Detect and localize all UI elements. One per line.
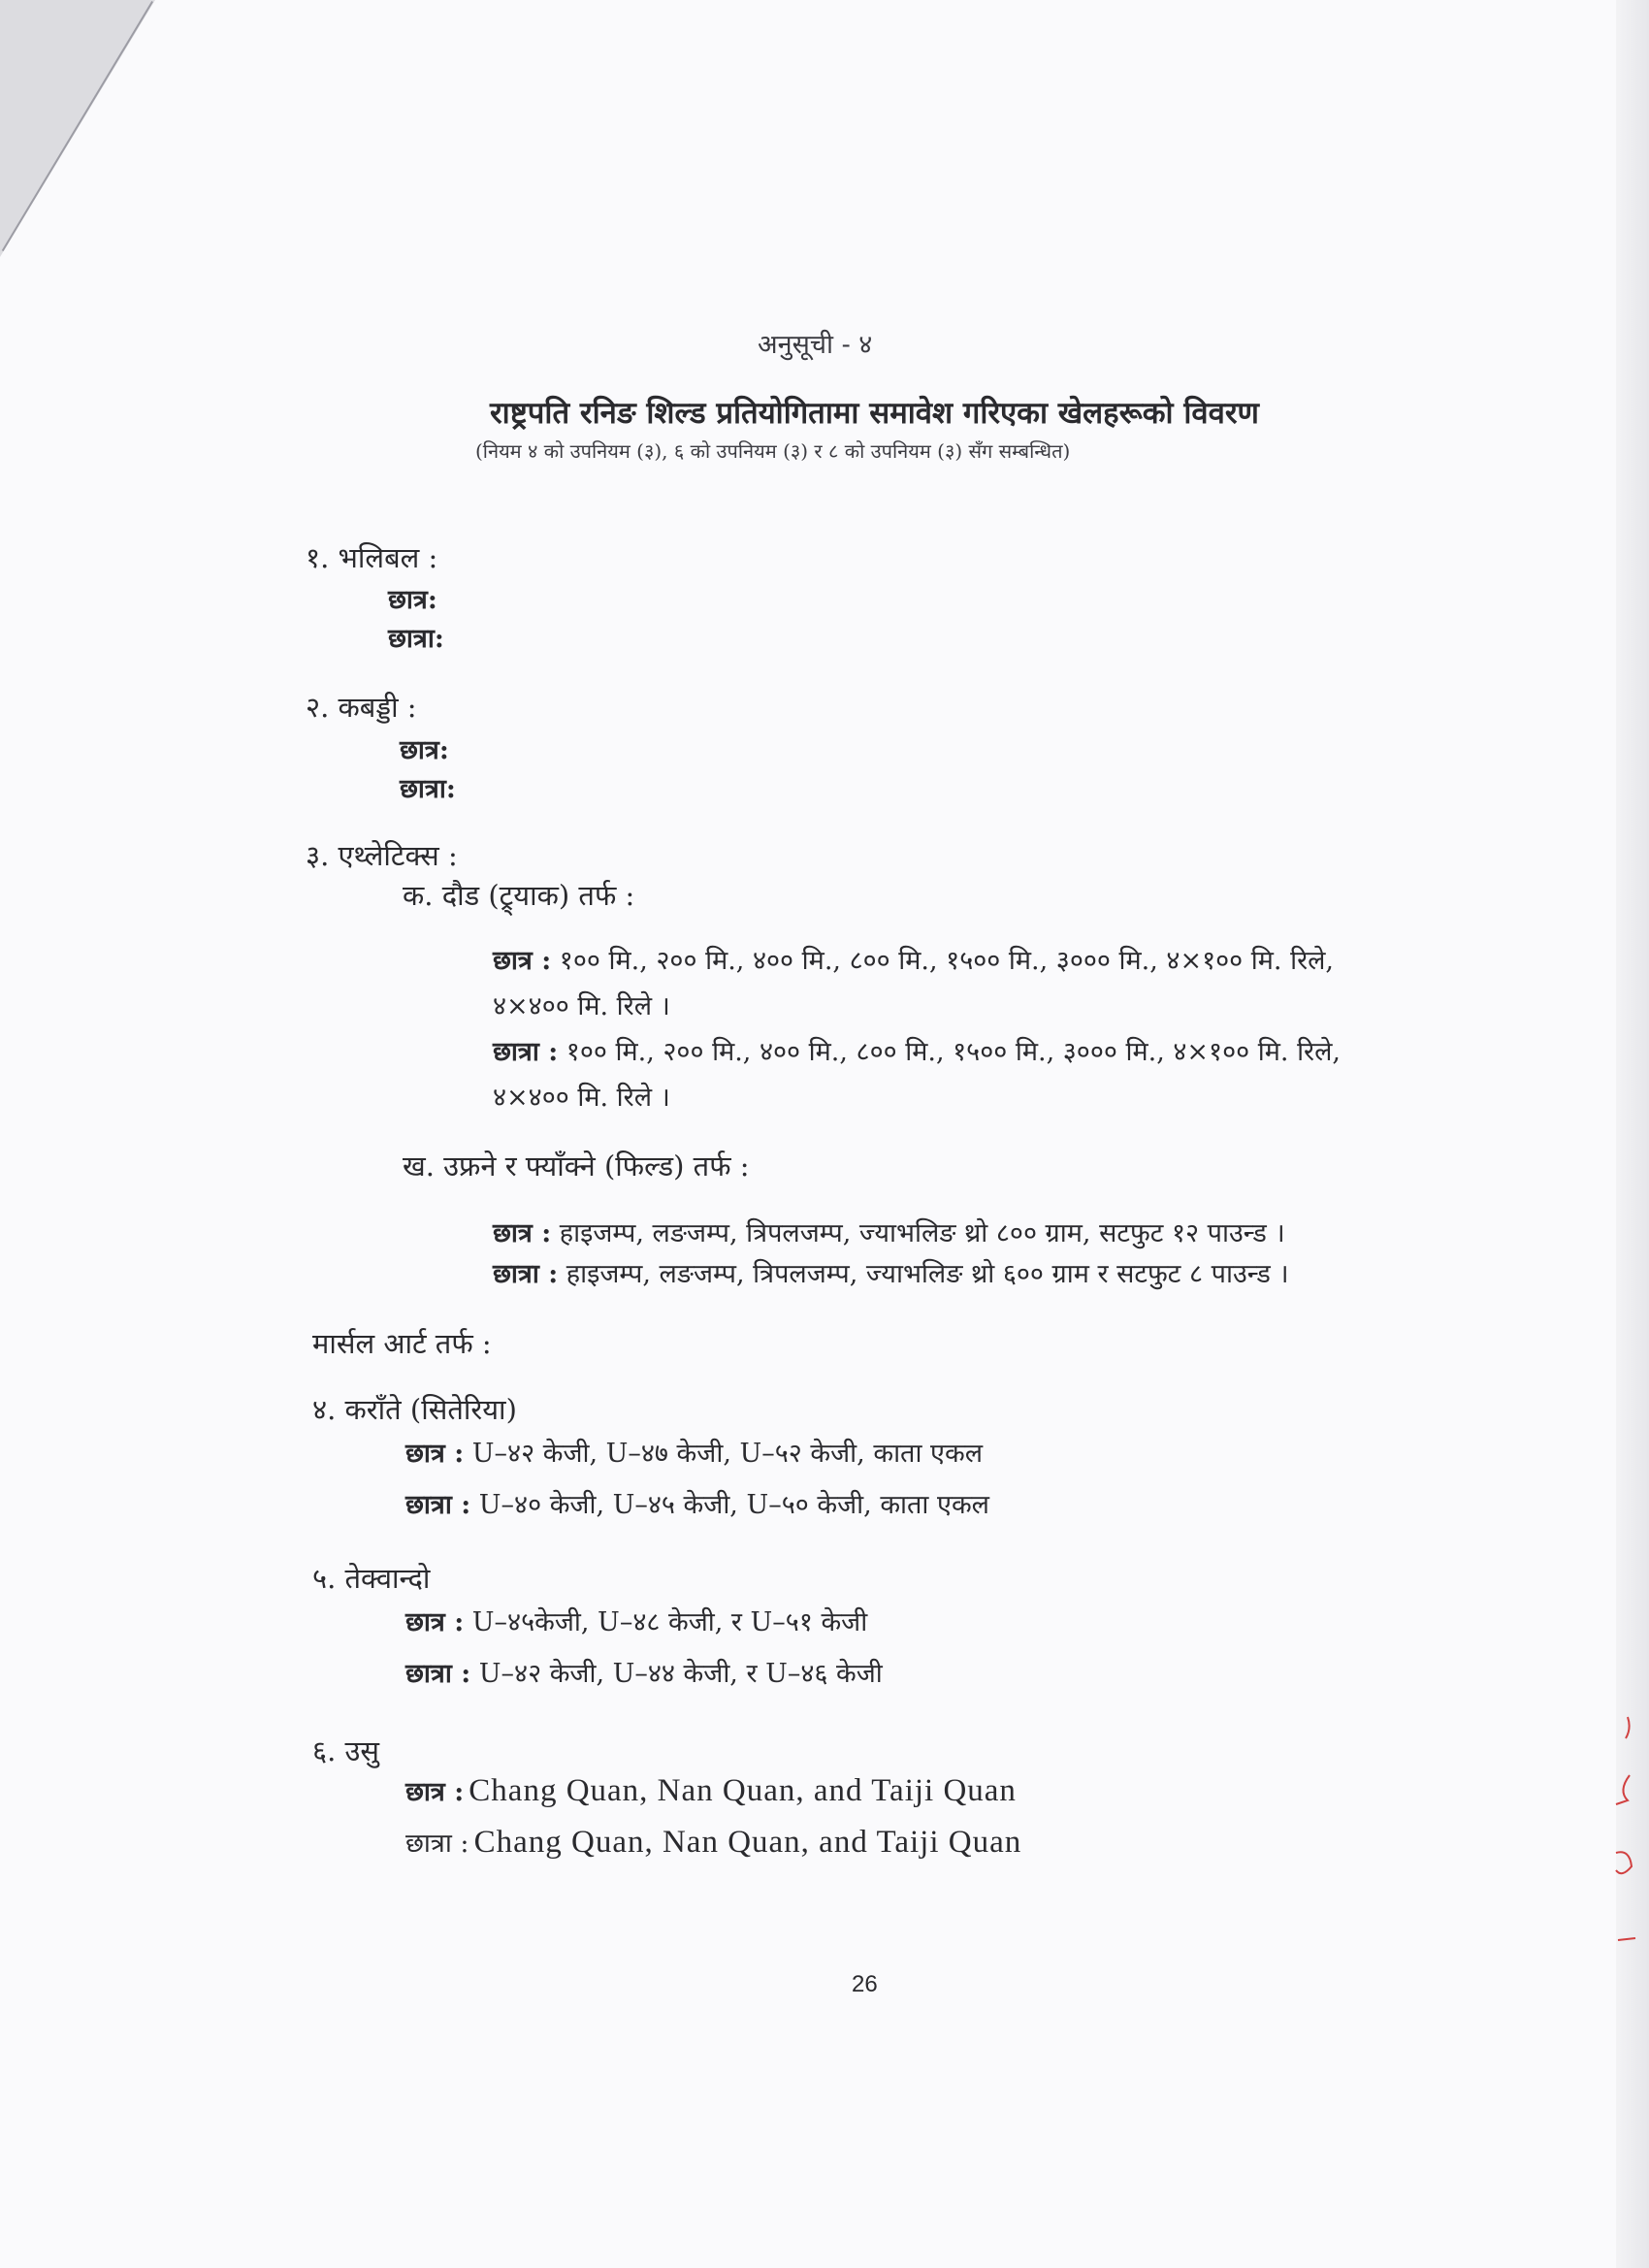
section-wushu-title: ६. उसु	[312, 1734, 380, 1767]
taekwondo-boys-label: छात्र :	[405, 1607, 465, 1637]
taekwondo-boys-events: U–४५केजी, U–४८ केजी, र U–५१ केजी	[471, 1607, 868, 1637]
athletics-track-title: क. दौड (ट्र्याक) तर्फ :	[403, 879, 635, 912]
karate-boys-line	[405, 1439, 983, 1470]
field-boys-line	[493, 1218, 1285, 1249]
taekwondo-boys-line	[405, 1607, 867, 1638]
karate-girls-events: U–४० केजी, U–४५ केजी, U–५० केजी, काता एकल	[478, 1490, 989, 1520]
field-boys-label: छात्र :	[493, 1218, 552, 1248]
wushu-girls-line	[405, 1824, 1021, 1863]
red-margin-marks	[1610, 1707, 1639, 1960]
section-kabaddi-title: २. कबड्डी :	[306, 691, 417, 724]
martial-arts-heading: मार्सल आर्ट तर्फ :	[312, 1327, 492, 1360]
track-boys-label: छात्र :	[493, 946, 552, 976]
taekwondo-girls-label: छात्रा :	[405, 1659, 471, 1689]
page-number: 26	[852, 1971, 878, 1997]
red-mark-2	[1616, 1775, 1630, 1804]
field-girls-events: हाइजम्प, लङजम्प, त्रिपलजम्प, ज्याभलिङ थ्रो ६०० ग्राम र सटफुट ८ पाउन्ड ।	[566, 1259, 1289, 1289]
section-taekwondo-title: ५. तेक्वान्दो	[312, 1562, 431, 1595]
section-karate-title: ४. कराँते (सितेरिया)	[312, 1393, 517, 1426]
track-girls-events: १०० मि., २०० मि., ४०० मि., ८०० मि., १५०० मि., ३००० मि., ४×१०० मि. रिले,	[566, 1037, 1341, 1067]
taekwondo-girls-events: U–४२ केजी, U–४४ केजी, र U–४६ केजी	[478, 1659, 883, 1689]
track-boys-events: १०० मि., २०० मि., ४०० मि., ८०० मि., १५०० मि., ३००० मि., ४×१०० मि. रिले,	[559, 946, 1335, 976]
red-mark-4	[1618, 1938, 1635, 1940]
wushu-boys-events: Chang Quan, Nan Quan, and Taiji Quan	[469, 1773, 1017, 1808]
karate-girls-line	[405, 1490, 989, 1521]
document-subtitle: (नियम ४ को उपनियम (३), ६ को उपनियम (३) र ८ को उपनियम (३) सँग सम्बन्धित)	[475, 439, 1071, 463]
wushu-girls-label: छात्रा :	[405, 1829, 469, 1859]
volleyball-girls-label: छात्रा:	[388, 624, 444, 654]
section-athletics-title: ३. एथ्लेटिक्स :	[306, 839, 458, 872]
track-girls-relay: ४×४०० मि. रिले ।	[493, 1083, 670, 1113]
annex-number: अनुसूची - ४	[758, 330, 873, 360]
taekwondo-girls-line	[405, 1659, 883, 1690]
wushu-boys-label: छात्र :	[405, 1777, 465, 1807]
karate-boys-events: U–४२ केजी, U–४७ केजी, U–५२ केजी, काता एकल	[471, 1439, 984, 1469]
kabaddi-girls-label: छात्रा:	[400, 774, 456, 804]
wushu-boys-line	[405, 1772, 1017, 1811]
kabaddi-boys-label: छात्र:	[400, 735, 449, 765]
folded-corner	[0, 0, 155, 257]
track-boys-relay: ४×४०० मि. रिले ।	[493, 991, 670, 1021]
red-mark-3	[1616, 1852, 1632, 1873]
document-title: राष्ट्रपति रनिङ शिल्ड प्रतियोगितामा समावेश गरिएका खेलहरूको विवरण	[490, 396, 1259, 431]
athletics-field-title: ख. उफ्रने र फ्याँक्ने (फिल्ड) तर्फ :	[403, 1150, 750, 1183]
karate-girls-label: छात्रा :	[405, 1490, 471, 1520]
field-girls-label: छात्रा :	[493, 1259, 559, 1289]
track-boys-line	[493, 946, 1334, 977]
karate-boys-label: छात्र :	[405, 1439, 465, 1469]
track-girls-label: छात्रा :	[493, 1037, 559, 1067]
field-boys-events: हाइजम्प, लङजम्प, त्रिपलजम्प, ज्याभलिङ थ्रो ८०० ग्राम, सटफुट १२ पाउन्ड ।	[559, 1218, 1285, 1248]
red-mark-1	[1626, 1717, 1630, 1738]
section-volleyball-title: १. भलिबल :	[306, 541, 438, 574]
wushu-girls-events: Chang Quan, Nan Quan, and Taiji Quan	[473, 1825, 1022, 1860]
field-girls-line	[493, 1259, 1289, 1290]
volleyball-boys-label: छात्र:	[388, 585, 437, 615]
track-girls-line	[493, 1037, 1341, 1068]
